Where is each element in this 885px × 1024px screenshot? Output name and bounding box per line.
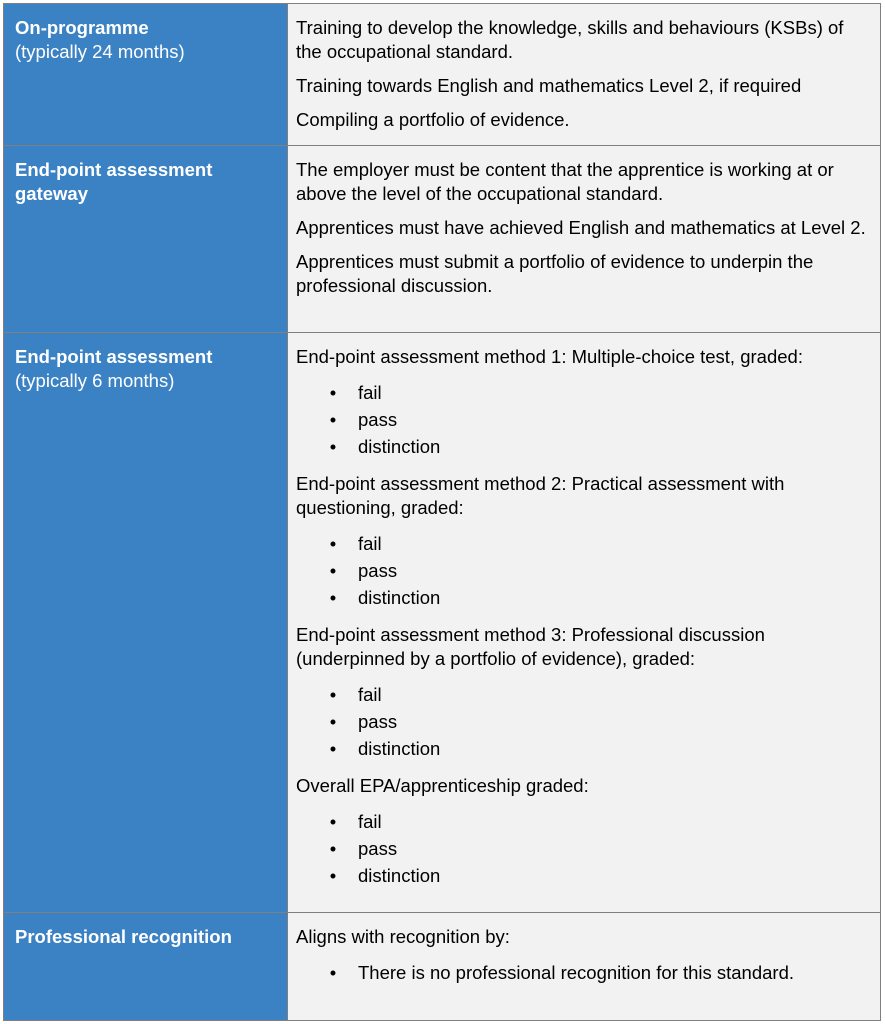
label-cell-epa-gateway	[4, 146, 288, 333]
content-paragraph: Compiling a portfolio of evidence.	[296, 109, 570, 130]
list-item-text: fail	[358, 382, 382, 403]
content-paragraph: Apprentices must submit a portfolio of evidence to underpin the professional discussion.	[296, 251, 814, 296]
row-title: End-point assessment	[15, 346, 213, 367]
list-item	[328, 862, 872, 889]
row-subtitle: (typically 6 months)	[15, 370, 175, 391]
list-item	[328, 735, 872, 762]
bullet-icon: •	[329, 533, 337, 554]
list-item-text: pass	[358, 560, 398, 581]
list-item	[328, 959, 872, 986]
apprenticeship-summary-table	[3, 3, 881, 1021]
list-item	[328, 708, 872, 735]
content-paragraph: Apprentices must have achieved English and mathematics at Level 2.	[296, 217, 866, 238]
table-row-end-point-assessment	[4, 333, 881, 913]
table-row-epa-gateway	[4, 146, 881, 333]
grade-list	[296, 379, 872, 460]
bullet-icon: •	[329, 684, 337, 705]
list-item	[328, 433, 872, 460]
content-paragraph: Training to develop the knowledge, skills and behaviours (KSBs) of the occupational standard.	[296, 17, 844, 62]
bullet-icon: •	[329, 436, 337, 457]
bullet-icon: •	[329, 560, 337, 581]
bullet-icon: •	[329, 838, 337, 859]
list-item	[328, 835, 872, 862]
bullet-icon: •	[329, 382, 337, 403]
recognition-list	[296, 959, 872, 986]
method-heading: Overall EPA/apprenticeship graded:	[296, 775, 589, 796]
row-title: Professional recognition	[15, 926, 232, 947]
grade-list	[296, 808, 872, 889]
label-cell-professional-recognition	[4, 913, 288, 1021]
list-item	[328, 808, 872, 835]
list-item	[328, 406, 872, 433]
list-item-text: distinction	[358, 738, 441, 759]
row-subtitle: (typically 24 months)	[15, 41, 185, 62]
list-item	[328, 584, 872, 611]
bullet-icon: •	[329, 409, 337, 430]
label-cell-on-programme	[4, 4, 288, 146]
bullet-icon: •	[329, 738, 337, 759]
row-title: End-point assessment gateway	[15, 159, 213, 204]
content-cell-professional-recognition	[288, 913, 881, 1021]
table-row-on-programme	[4, 4, 881, 146]
list-item-text: pass	[358, 838, 398, 859]
list-item-text: distinction	[358, 436, 441, 457]
bullet-icon: •	[329, 811, 337, 832]
list-item-text: fail	[358, 684, 382, 705]
content-cell-epa-gateway	[288, 146, 881, 333]
list-item-text: distinction	[358, 865, 441, 886]
recognition-heading: Aligns with recognition by:	[296, 926, 510, 947]
content-cell-on-programme	[288, 4, 881, 146]
grade-list	[296, 530, 872, 611]
list-item-text: There is no professional recognition for this standard.	[358, 962, 795, 983]
method-heading: End-point assessment method 2: Practical assessment with questioning, graded:	[296, 473, 785, 518]
grade-list	[296, 681, 872, 762]
method-heading: End-point assessment method 1: Multiple-choice test, graded:	[296, 346, 803, 367]
content-cell-end-point-assessment	[288, 333, 881, 913]
bullet-icon: •	[329, 865, 337, 886]
list-item	[328, 681, 872, 708]
method-heading: End-point assessment method 3: Professional discussion (underpinned by a portfolio of evidence), graded:	[296, 624, 765, 669]
list-item	[328, 379, 872, 406]
list-item	[328, 530, 872, 557]
row-title: On-programme	[15, 17, 149, 38]
list-item-text: pass	[358, 711, 398, 732]
bullet-icon: •	[329, 587, 337, 608]
label-cell-end-point-assessment	[4, 333, 288, 913]
table-row-professional-recognition	[4, 913, 881, 1021]
list-item-text: fail	[358, 533, 382, 554]
apprenticeship-summary-table-container	[3, 3, 881, 1021]
list-item-text: distinction	[358, 587, 441, 608]
bullet-icon: •	[329, 711, 337, 732]
content-paragraph: Training towards English and mathematics Level 2, if required	[296, 75, 802, 96]
content-paragraph: The employer must be content that the apprentice is working at or above the level of the occupational standard.	[296, 159, 834, 204]
list-item-text: fail	[358, 811, 382, 832]
bullet-icon: •	[329, 962, 337, 983]
list-item-text: pass	[358, 409, 398, 430]
list-item	[328, 557, 872, 584]
